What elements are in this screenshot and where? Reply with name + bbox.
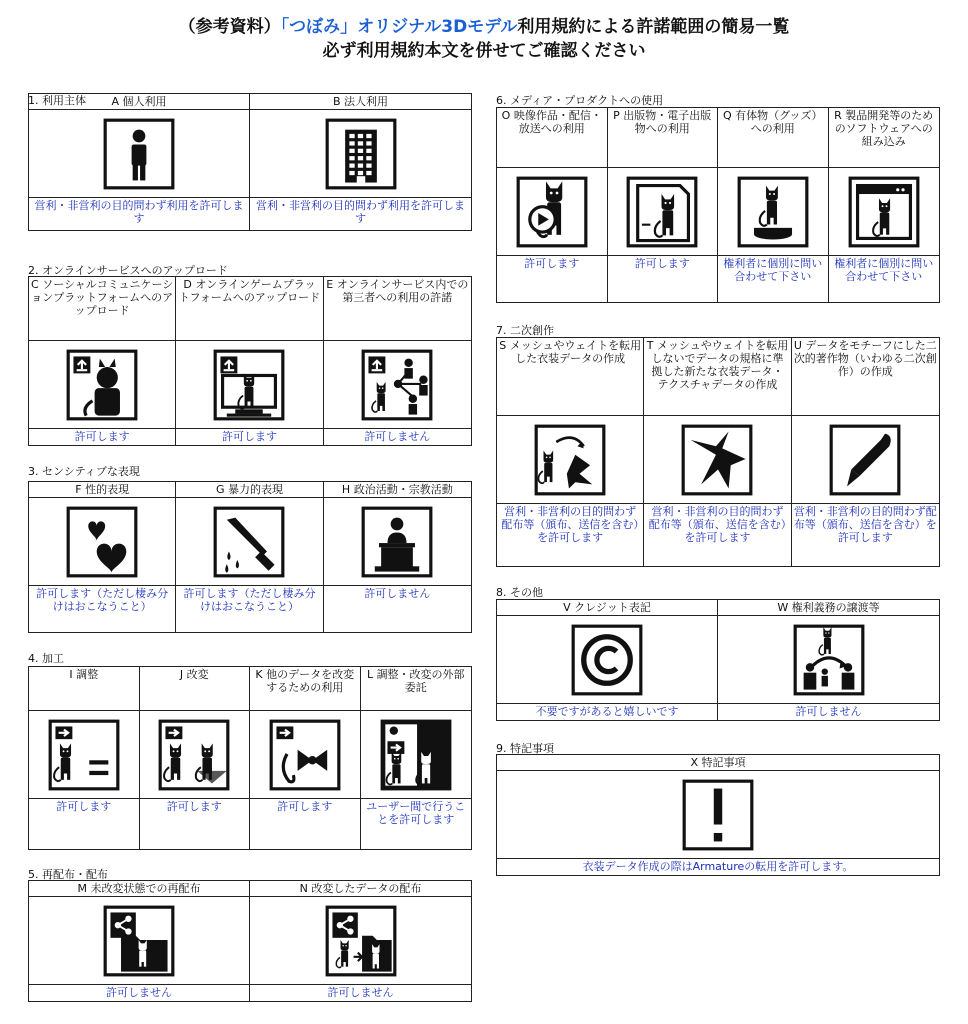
cell-header: N 改変したデータの配布 — [250, 881, 471, 897]
figure-icon — [736, 175, 810, 249]
cell-header: V クレジット表記 — [497, 600, 717, 616]
table-s8 — [496, 599, 940, 721]
cell-result: 許可しません — [106, 986, 172, 999]
table-cell — [829, 108, 940, 302]
cell-result: 許可します — [277, 800, 333, 813]
cell-result: 衣装データ作成の際はArmatureの転用を許可します。 — [582, 860, 854, 873]
table-s3 — [28, 481, 472, 633]
book-icon — [625, 175, 699, 249]
cell-result: 営利・非営利の目的問わず利用を許可します — [256, 199, 465, 225]
cell-pictogram — [792, 416, 939, 504]
page-subtitle: 必ず利用規約本文を併せてご確認ください — [322, 41, 646, 61]
cell-result: 営利・非営利の目的問わず配布等（頒布、送信を含む）を許可します — [793, 505, 937, 544]
cell-result: 許可しません — [364, 430, 431, 443]
upload-share-icon — [360, 348, 434, 422]
pen-icon — [828, 423, 902, 497]
table-cell — [497, 108, 608, 302]
cell-header: S メッシュやウェイトを転用した衣装データの作成 — [497, 338, 643, 416]
cell-header: R 製品開発等のためのソフトウェアへの組み込み — [829, 108, 940, 168]
cell-result: 権利者に個別に問い合わせて下さい — [834, 257, 934, 283]
ribbon-icon — [680, 423, 754, 497]
hearts-icon — [65, 505, 139, 579]
outsource-icon — [379, 718, 453, 792]
software-icon — [847, 175, 921, 249]
table-cell — [718, 108, 829, 302]
cell-result: 許可します — [56, 800, 112, 813]
table-s1 — [28, 93, 472, 231]
bow-icon — [268, 718, 342, 792]
cell-header: X 特記事項 — [497, 755, 939, 771]
costume-icon — [533, 423, 607, 497]
cell-pictogram — [497, 771, 939, 859]
table-cell — [792, 338, 939, 566]
table-cell — [497, 600, 718, 720]
cell-result: 営利・非営利の目的問わず配布等（頒布、送信を含む）を許可します — [648, 505, 787, 544]
table-s9 — [496, 754, 940, 876]
cell-result: 営利・非営利の目的問わず利用を許可します — [34, 199, 244, 225]
cell-header: T メッシュやウェイトを転用しないでデータの規格に準拠した新たな衣装データ・テクスチャデータの作成 — [644, 338, 790, 416]
cell-header: A 個人利用 — [29, 94, 249, 110]
cell-header: O 映像作品・配信・放送への利用 — [497, 108, 607, 168]
cell-header: W 権利義務の譲渡等 — [718, 600, 939, 616]
cell-result: 許可しません — [795, 705, 862, 718]
cell-pictogram — [718, 168, 828, 256]
cell-result: 許可します（ただし棲み分けはおこなうこと） — [183, 587, 316, 613]
section-label-s4: 4. 加工 — [28, 652, 64, 665]
section-label-s7: 7. 二次創作 — [496, 324, 554, 337]
table-cell — [140, 667, 251, 849]
table-cell — [250, 667, 361, 849]
transfer-icon — [792, 623, 866, 697]
table-cell — [718, 600, 939, 720]
cell-result: 許可しません — [327, 986, 394, 999]
cell-result: 許可します — [221, 430, 277, 443]
cell-result: 許可します — [524, 257, 580, 270]
cell-header: H 政治活動・宗教活動 — [324, 482, 471, 498]
cell-result: 不要ですがあると嬉しいです — [535, 705, 679, 718]
cell-header: Q 有体物（グッズ）への利用 — [718, 108, 828, 168]
cell-pictogram — [140, 711, 250, 799]
cell-pictogram — [176, 498, 322, 586]
upload-avatar-icon — [65, 348, 139, 422]
building-icon — [324, 117, 398, 191]
table-s5 — [28, 880, 472, 1002]
cell-header: U データをモチーフにした二次的著作物（いわゆる二次創作）の作成 — [792, 338, 939, 416]
table-cell — [250, 94, 471, 230]
table-cell — [497, 338, 644, 566]
page-title: （参考資料）「つぼみ」オリジナル3Dモデル利用規約による許諾範囲の簡易一覧 — [178, 17, 790, 37]
table-s6 — [496, 107, 940, 303]
table-cell — [361, 667, 472, 849]
table-cell — [29, 94, 250, 230]
cell-pictogram — [29, 341, 175, 429]
cell-pictogram — [29, 110, 249, 198]
table-s4 — [28, 666, 472, 850]
cell-header: L 調整・改変の外部委託 — [361, 667, 472, 711]
cell-pictogram — [497, 168, 607, 256]
table-cell — [608, 108, 719, 302]
cell-result: ユーザー間で行うことを許可します — [366, 800, 466, 826]
share-modified-icon — [324, 904, 398, 978]
table-cell — [644, 338, 791, 566]
section-label-s5: 5. 再配布・配布 — [28, 868, 108, 881]
table-cell — [176, 482, 323, 632]
cell-pictogram — [324, 498, 471, 586]
cell-header: I 調整 — [29, 667, 139, 711]
section-label-s3: 3. センシティブな表現 — [28, 465, 140, 478]
copyright-icon — [570, 623, 644, 697]
table-cell — [250, 881, 471, 1001]
cell-header: P 出版物・電子出版物への利用 — [608, 108, 718, 168]
cell-pictogram — [29, 897, 249, 985]
cell-result: 許可しません — [364, 587, 431, 600]
section-label-s9: 9. 特記事項 — [496, 742, 554, 755]
cell-pictogram — [29, 711, 139, 799]
cell-header: F 性的表現 — [29, 482, 175, 498]
cell-result: 許可します — [634, 257, 690, 270]
section-label-s6: 6. メディア・プロダクトへの使用 — [496, 94, 664, 107]
cell-header: E オンラインサービス内での第三者への利用の許諾 — [324, 277, 471, 341]
cell-header: K 他のデータを改変するための利用 — [250, 667, 360, 711]
cell-pictogram — [361, 711, 472, 799]
table-cell — [324, 277, 471, 445]
section-label-s1: 1. 利用主体 — [28, 94, 86, 107]
cell-pictogram — [829, 168, 940, 256]
cell-header: M 未改変状態での再配布 — [29, 881, 249, 897]
podium-icon — [360, 505, 434, 579]
table-cell — [497, 755, 939, 875]
table-cell — [324, 482, 471, 632]
cell-header: D オンラインゲームプラットフォームへのアップロード — [176, 277, 322, 341]
person-icon — [102, 117, 176, 191]
cell-pictogram — [250, 110, 471, 198]
cell-header: J 改変 — [140, 667, 250, 711]
table-cell — [29, 881, 250, 1001]
cell-pictogram — [176, 341, 322, 429]
cell-pictogram — [644, 416, 790, 504]
share-folder-icon — [102, 904, 176, 978]
table-s7 — [496, 337, 940, 567]
upload-monitor-icon — [212, 348, 286, 422]
cell-result: 営利・非営利の目的問わず配布等（頒布、送信を含む）を許可します — [501, 505, 639, 544]
adjust-icon — [47, 718, 121, 792]
cell-result: 許可します（ただし棲み分けはおこなうこと） — [36, 587, 169, 613]
table-cell — [176, 277, 323, 445]
cell-header: B 法人利用 — [250, 94, 471, 110]
section-label-s2: 2. オンラインサービスへのアップロード — [28, 264, 228, 277]
table-cell — [29, 277, 176, 445]
cell-pictogram — [497, 616, 717, 704]
cell-pictogram — [324, 341, 471, 429]
cell-pictogram — [250, 897, 471, 985]
table-s2 — [28, 276, 472, 446]
cell-result: 許可します — [166, 800, 222, 813]
cell-result: 権利者に個別に問い合わせて下さい — [723, 257, 823, 283]
modify-icon — [157, 718, 231, 792]
cell-header: C ソーシャルコミュニケーションプラットフォームへのアップロード — [29, 277, 175, 341]
video-icon — [515, 175, 589, 249]
knife-icon — [212, 505, 286, 579]
cell-pictogram — [608, 168, 718, 256]
cell-pictogram — [29, 498, 175, 586]
cell-pictogram — [250, 711, 360, 799]
table-cell — [29, 482, 176, 632]
cell-result: 許可します — [74, 430, 130, 443]
exclamation-icon — [681, 778, 755, 852]
cell-header: G 暴力的表現 — [176, 482, 322, 498]
section-label-s8: 8. その他 — [496, 586, 543, 599]
cell-pictogram — [497, 416, 643, 504]
table-cell — [29, 667, 140, 849]
cell-pictogram — [718, 616, 939, 704]
